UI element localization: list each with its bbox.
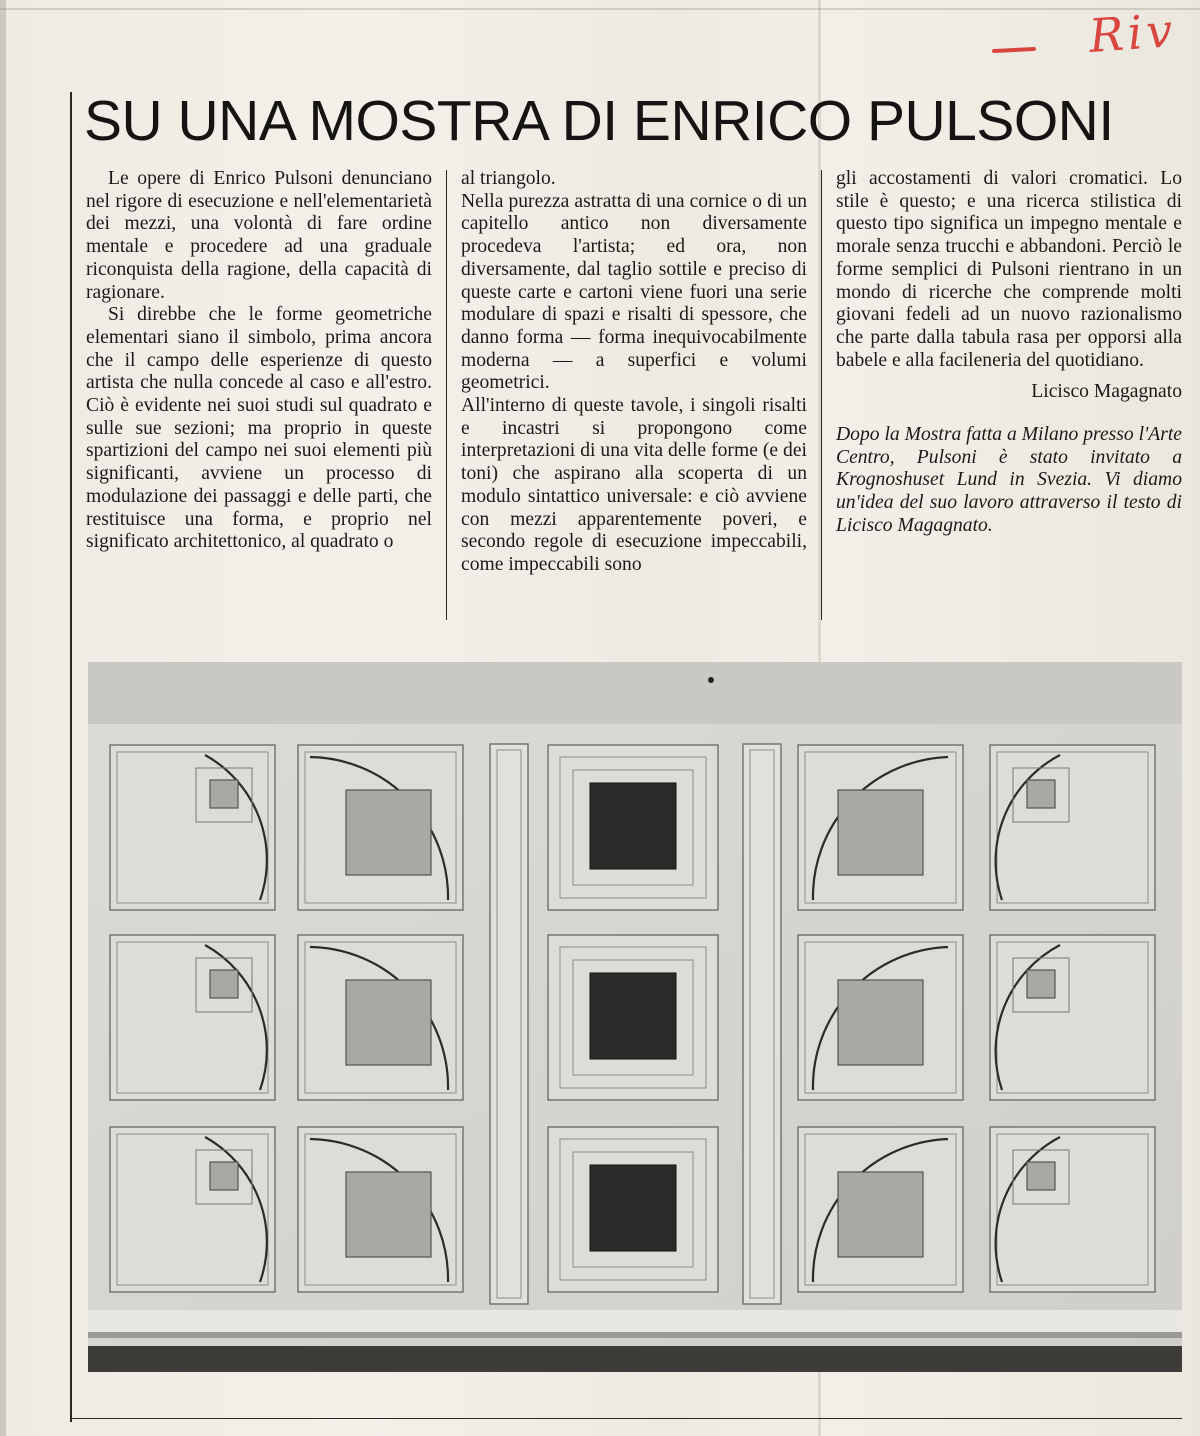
column-divider (821, 170, 822, 620)
ledge (88, 1310, 1182, 1332)
left-vertical-rule (70, 92, 72, 1422)
relief-frame-outer (990, 935, 1155, 1100)
grey-square (210, 970, 238, 998)
handwritten-annotation (990, 4, 1190, 64)
grey-square (838, 980, 923, 1065)
paragraph: Si direbbe che le forme geometriche elementari siano il simbolo, prima ancora che il campo delle esperienze di questo artista che nulla concede al caso e all'estro. Ciò è evidente nei suoi studi sul quadrato e sulle sue sezioni; ma proprio in queste spartizioni del campo nei suoi elementi più significanti, avviene un processo di modulazione dei passaggi e delle parti, che restituisce una forma, e proprio nel significato architettonico, al quadrato o (86, 304, 432, 553)
ledge-shadow (88, 1332, 1182, 1338)
dark-square (590, 973, 676, 1059)
paragraph: gli accostamenti di valori cromatici. Lo stile è questo; e una ricerca stilistica di questo tipo significa un impegno mentale e morale senza trucchi e abbandoni. Perciò le forme semplici di Pulsoni rientrano in un mondo di ricerche che comprende molti giovani fedeli ad un nuovo razionalismo che parte dalla tabula rasa per opporsi alla babele e alla facileneria del quotidiano. (836, 168, 1182, 371)
grey-square (346, 1172, 431, 1257)
dark-square (590, 1165, 676, 1251)
pilaster (743, 744, 781, 1304)
dark-square (590, 783, 676, 869)
relief-frame-outer (110, 935, 275, 1100)
grey-square (1027, 780, 1055, 808)
handwritten-riv: Riv (1086, 3, 1178, 63)
grey-square (346, 980, 431, 1065)
grey-square (838, 1172, 923, 1257)
bottom-rule (72, 1418, 1182, 1419)
grey-square (346, 790, 431, 875)
relief-panel-grid (110, 744, 1155, 1304)
grey-square (838, 790, 923, 875)
relief-frame-outer (110, 745, 275, 910)
relief-frame-outer (110, 1127, 275, 1292)
grey-square (210, 780, 238, 808)
column-divider (446, 170, 447, 620)
paragraph: Nella purezza astratta di una cornice o di un capitello antico non diversamente procedeva l'artista; ed ora, non diversamente, dal taglio sottile e preciso di queste carte e cartoni viene fuori una serie modulare di spazi e risalti di spessore, che danno forma — forma inequivocabilmente moderna — a superfici e volumi geometrici. (461, 190, 807, 394)
text-column-1 (86, 168, 432, 554)
relief-frame-outer (990, 1127, 1155, 1292)
grey-square (1027, 970, 1055, 998)
wall-nail (708, 677, 714, 683)
article-title: SU UNA MOSTRA DI ENRICO PULSONI (84, 89, 1114, 153)
text-column-3 (836, 168, 1182, 538)
pencil-dash-mark (992, 47, 1036, 53)
paragraph: All'interno di queste tavole, i singoli risalti e incastri si propongono come interpretazioni di una vita delle forme (e dei toni) che aspirano alla scoperta di un modulo sintattico universale: e ciò avviene con mezzi apparentemente poveri, e secondo regole di esecuzione impeccabili, come impeccabili sono (461, 395, 807, 575)
text-column-2 (461, 168, 807, 577)
grey-square (1027, 1162, 1055, 1190)
relief-frame-outer (990, 745, 1155, 910)
grey-square (210, 1162, 238, 1190)
editorial-note: Dopo la Mostra fatta a Milano presso l'Arte Centro, Pulsoni è stato invitato a Krognoshuset Lund in Svezia. Vi diamo un'idea del suo lavoro attraverso il testo di Licisco Magagnato. (836, 424, 1182, 536)
wall-area (88, 662, 1182, 724)
base-shadow (88, 1346, 1182, 1372)
pilaster (490, 744, 528, 1304)
author-signature: Licisco Magagnato (1031, 381, 1182, 403)
artwork-photograph (88, 662, 1182, 1372)
paper-edge-shadow (0, 0, 6, 1436)
paragraph: Le opere di Enrico Pulsoni denunciano nel rigore di esecuzione e nell'elementarietà dei mezzi, una volontà di fare ordine mentale e procedere ad una graduale riconquista della ragione, della capacità di ragionare. (86, 168, 432, 303)
paragraph: al triangolo. (461, 168, 556, 189)
